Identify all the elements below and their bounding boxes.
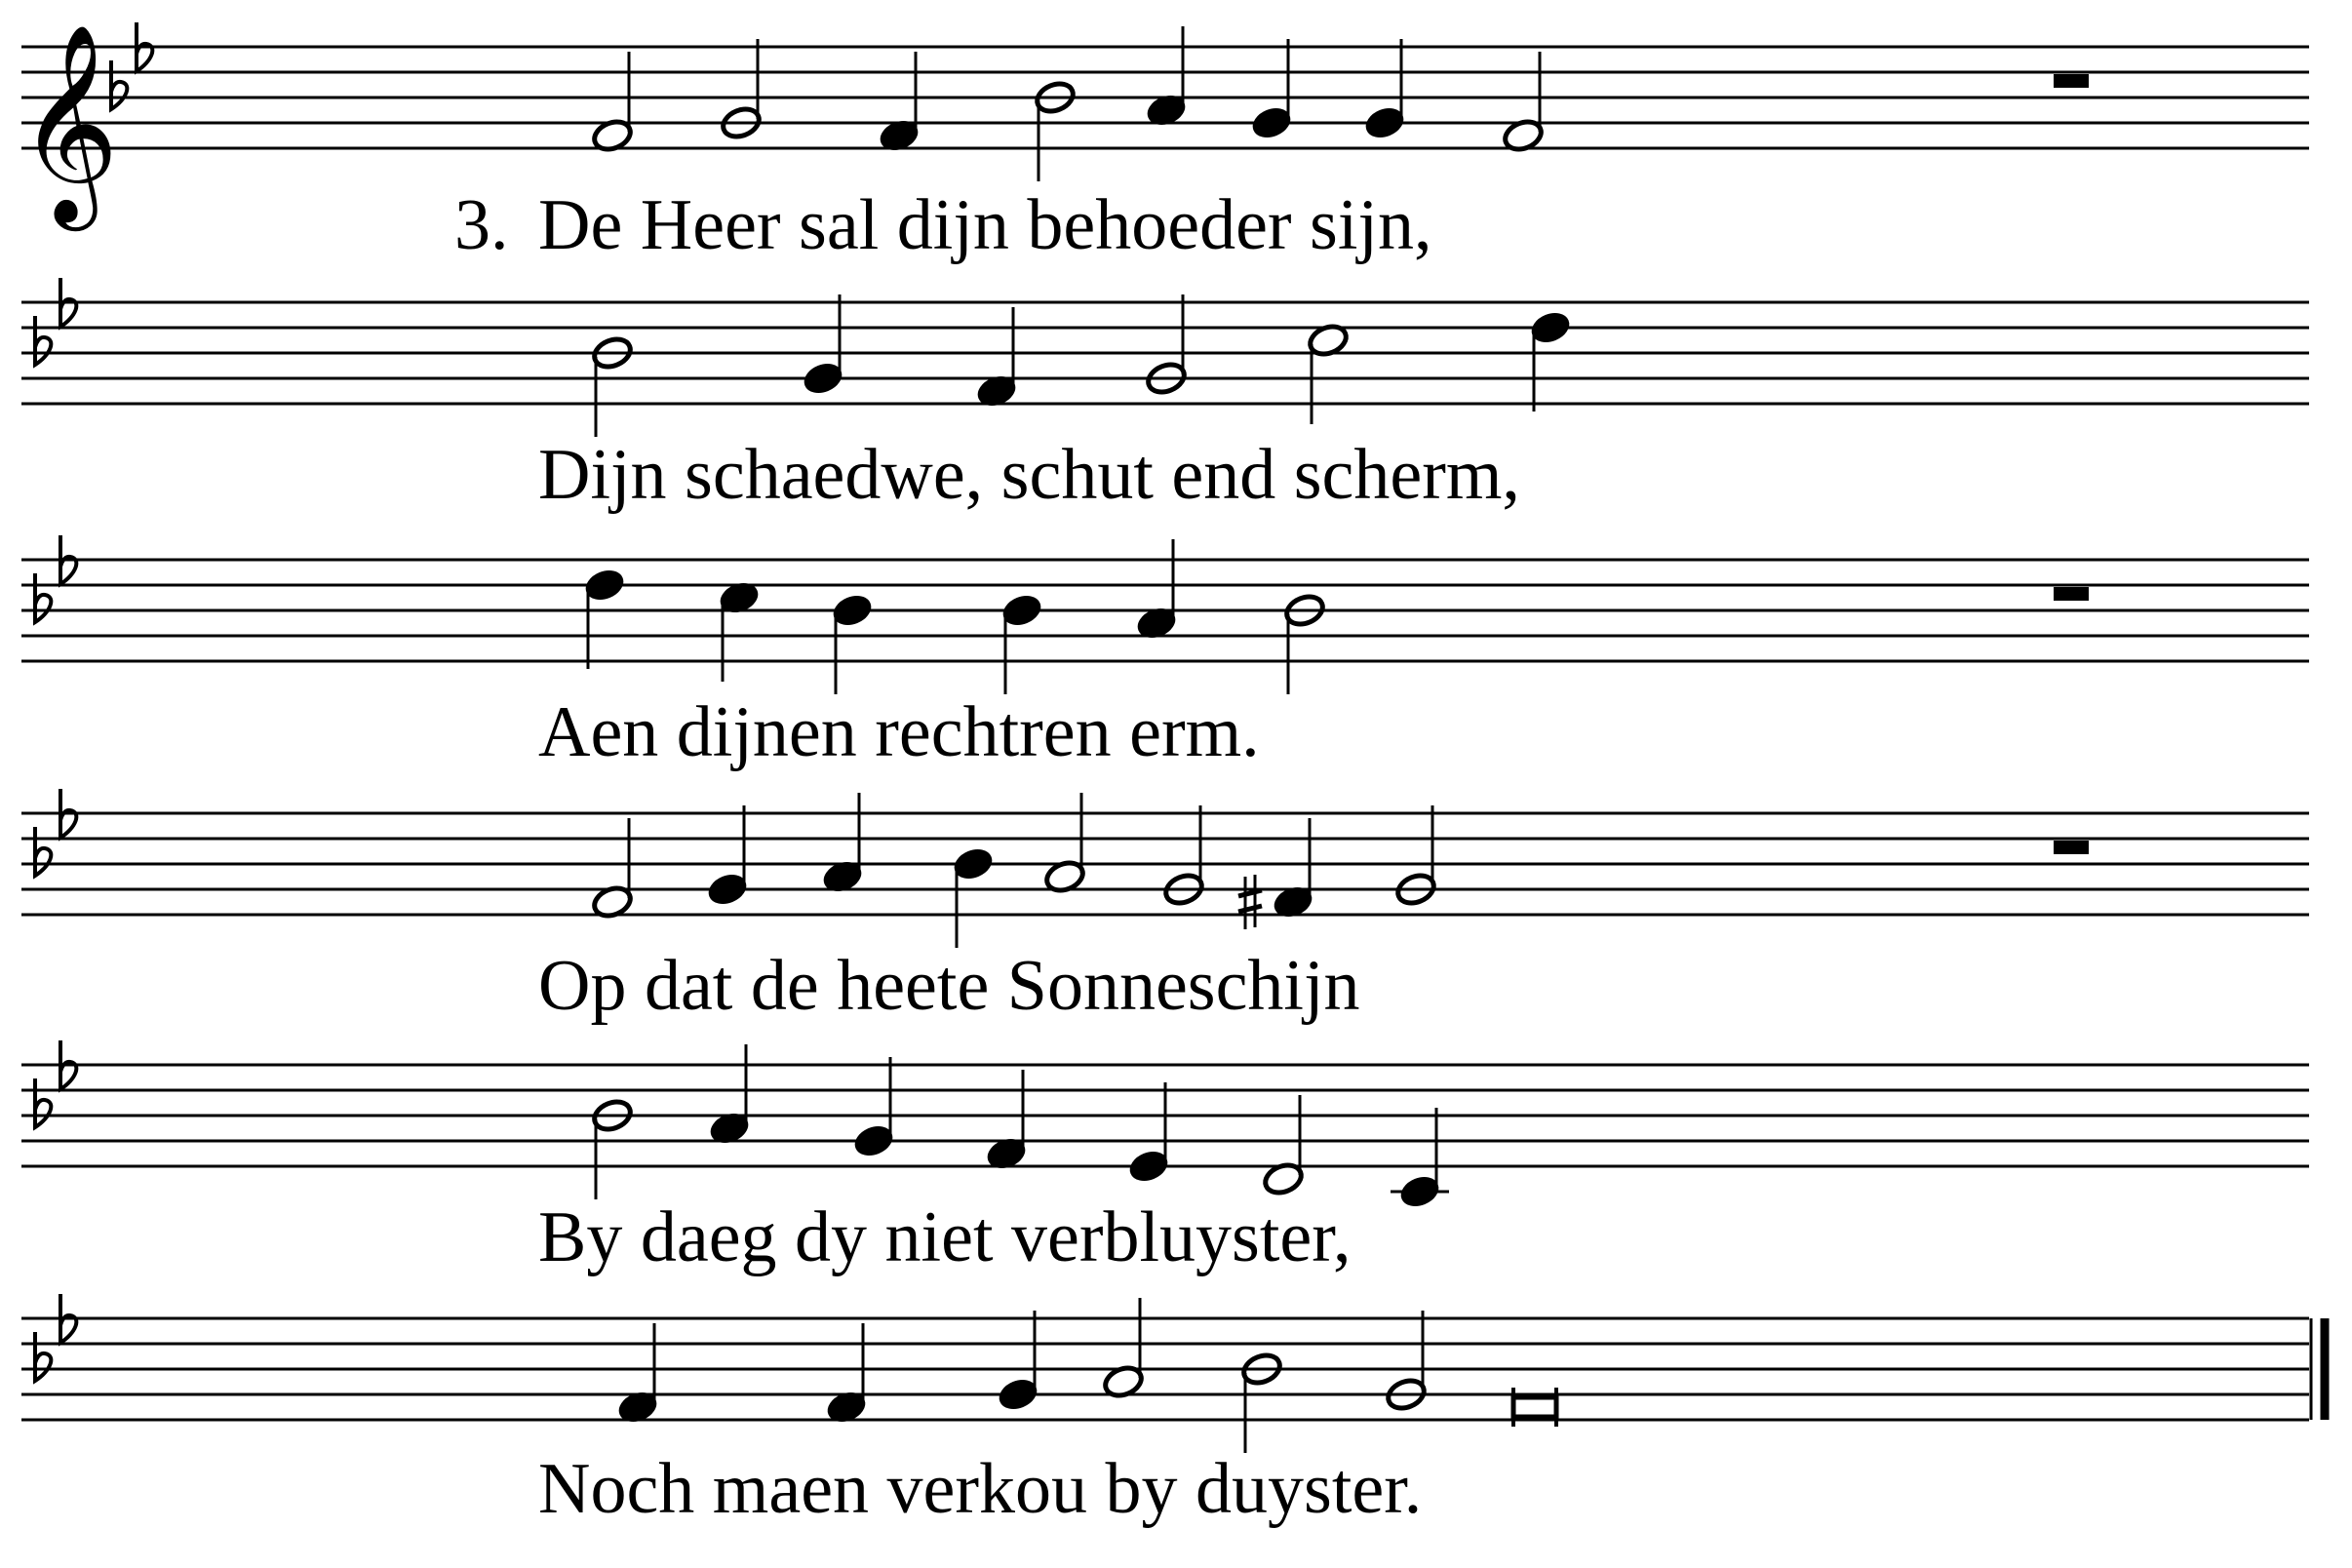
flat-b-icon [35,1332,51,1381]
verse-number: 3. [454,185,509,265]
lyric-line-6: Noch maen verkou by duyster. [538,1449,1423,1529]
note-head [1513,1397,1556,1417]
sharp-icon [1238,890,1262,896]
lyric-line-1: De Heer sal dijn behoeder sijn, [538,185,1432,265]
rest-icon [2054,587,2089,601]
lyric-line-2: Dijn schaedwe, schut end scherm, [538,435,1520,515]
flat-b-icon [35,827,51,876]
lyric-line-4: Op dat de heete Sonneschijn [538,946,1360,1026]
treble-clef-icon: 𝄞 [18,22,120,222]
lyric-line-5: By daeg dy niet verbluyster, [538,1197,1352,1277]
flat-b-icon [35,316,51,365]
flat-b-icon [35,1078,51,1127]
sharp-icon [1238,906,1262,912]
rest-icon [2054,841,2089,854]
flat-b-icon [35,573,51,622]
lyric-line-3: Aen dijnen rechtren erm. [538,692,1260,772]
rest-icon [2054,74,2089,88]
